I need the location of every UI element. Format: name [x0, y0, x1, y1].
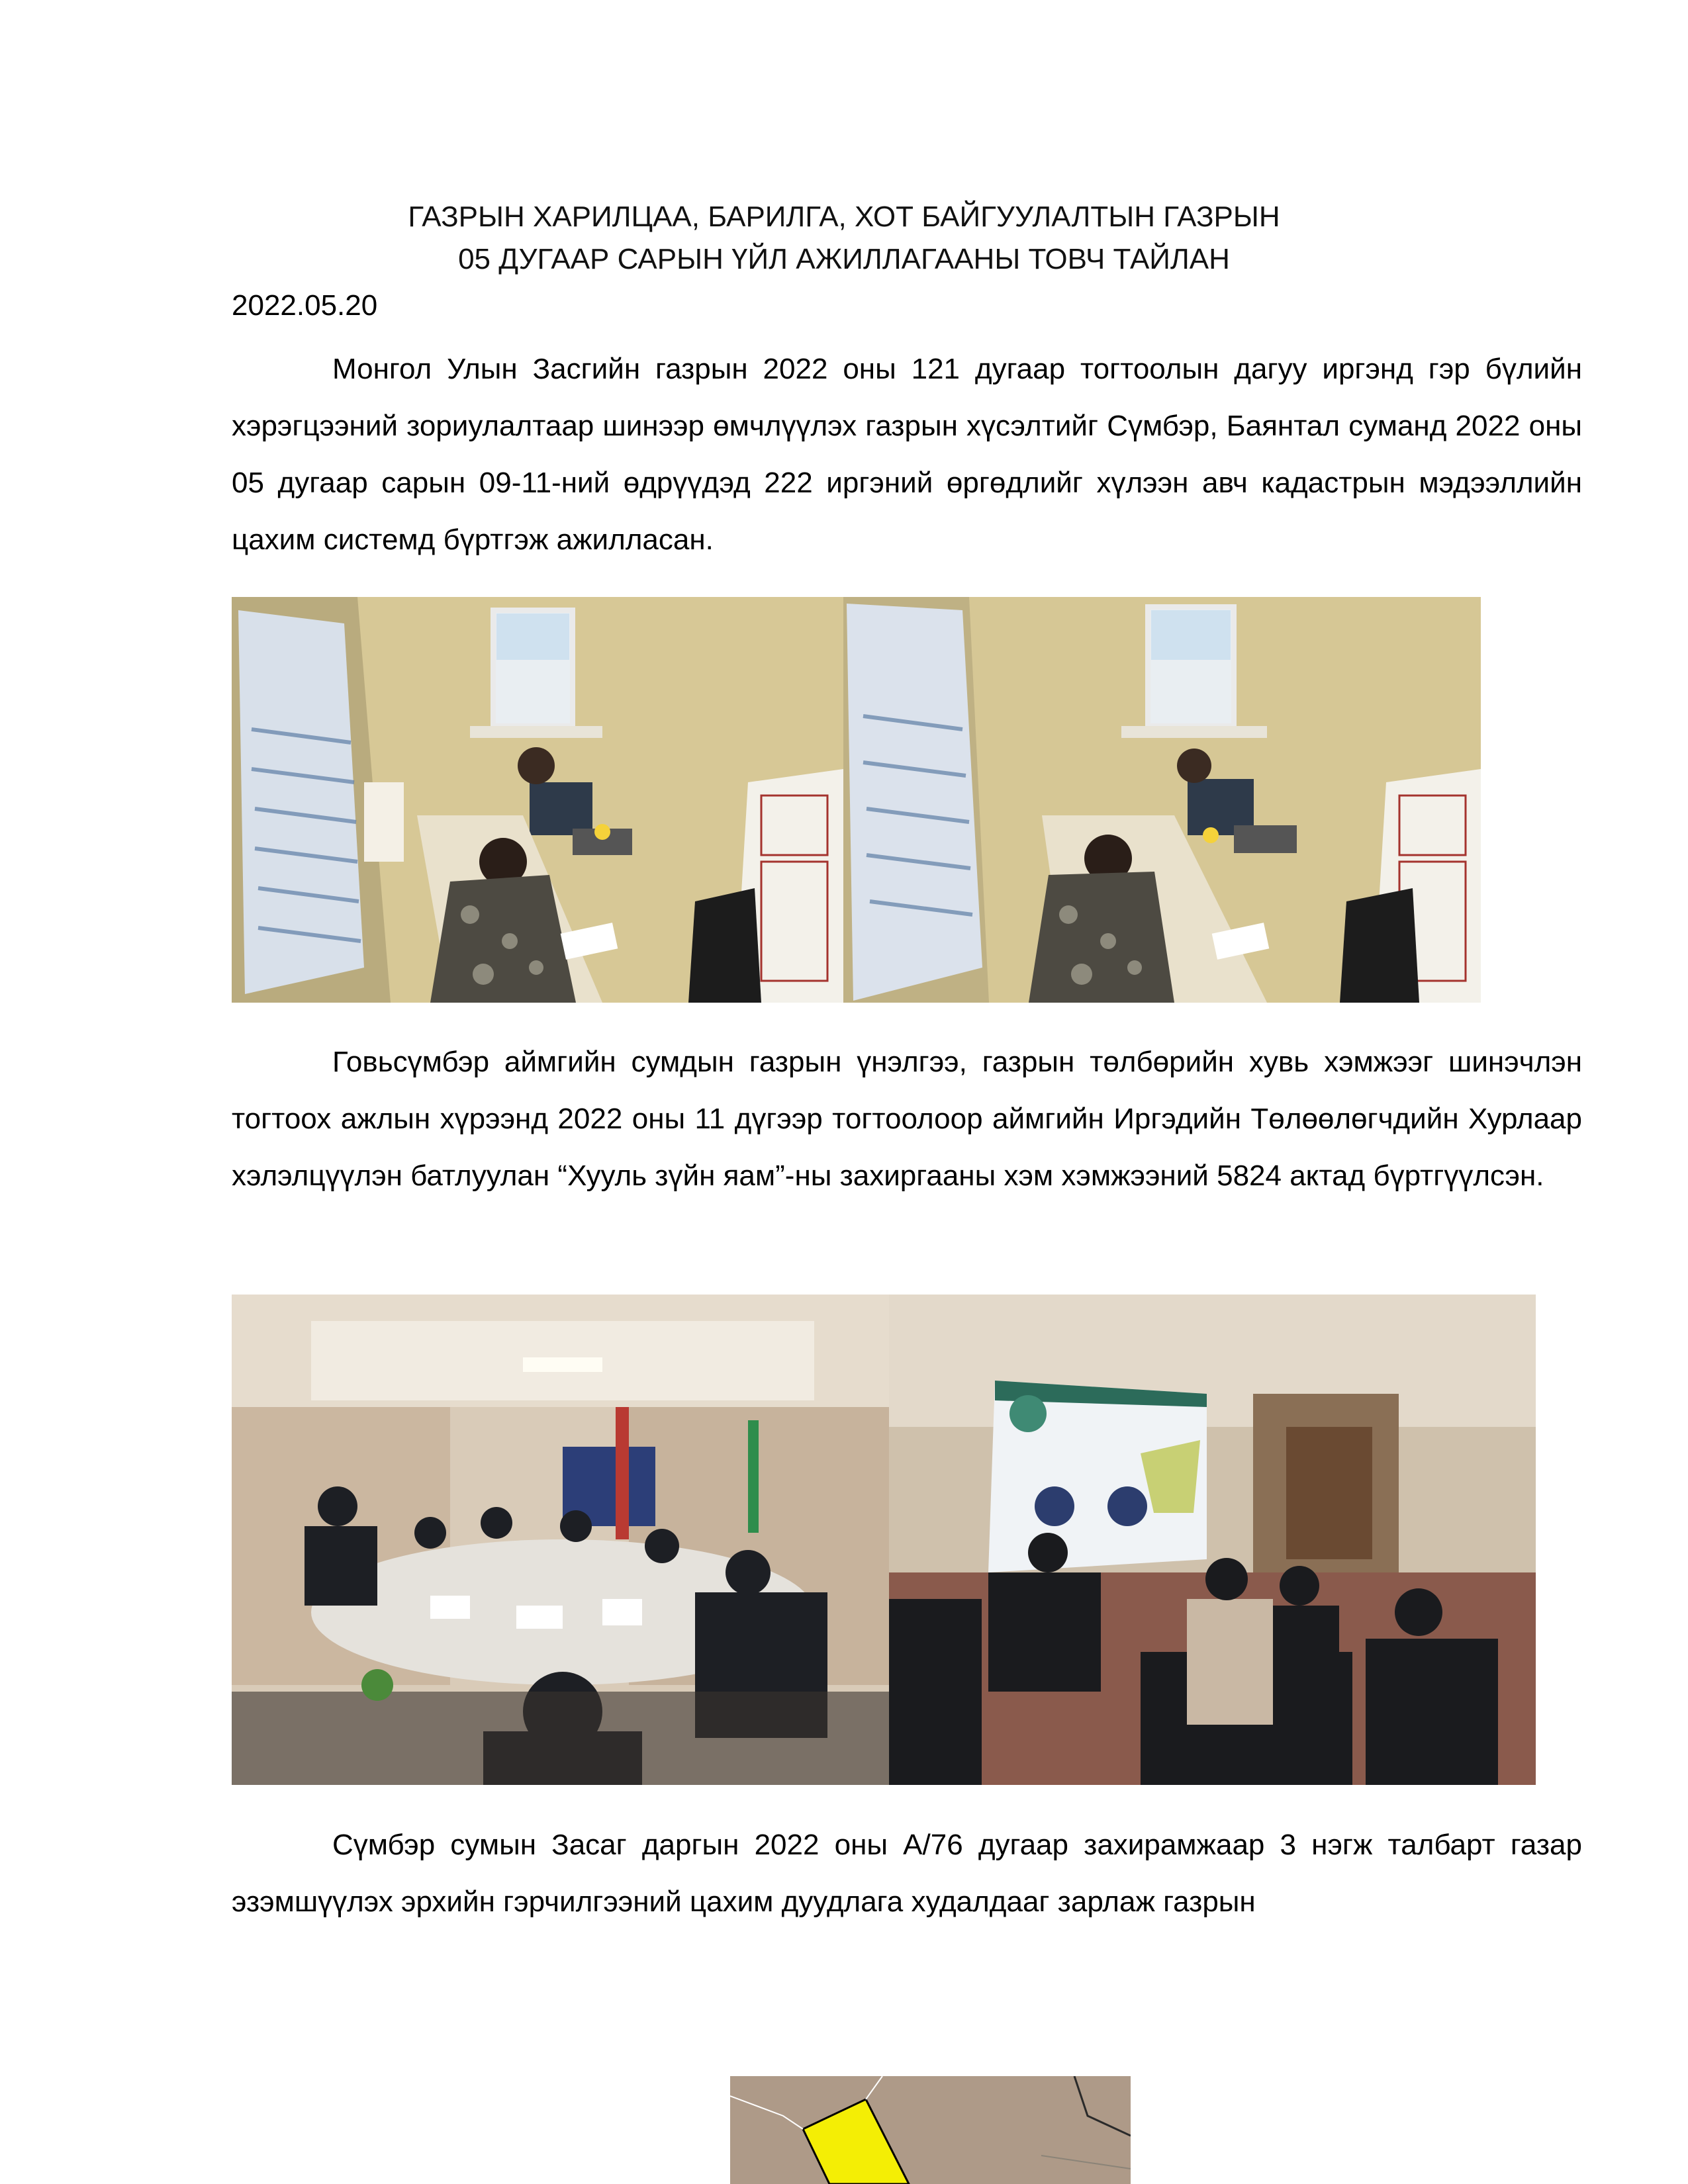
paragraph-auction-order: Сүмбэр сумын Засаг даргын 2022 оны А/76 дугаар захирамжаар 3 нэгж талбарт газар эзэмшүүлэх эрхийн гэрчилгээний цахим дуудлага худалдааг зарлаж газрын [232, 1829, 1582, 1918]
meeting-photo-left [232, 1295, 889, 1785]
document-title-line2: 05 ДУГААР САРЫН ҮЙЛ АЖИЛЛАГААНЫ ТОВЧ ТАЙЛАН [458, 243, 1230, 275]
meeting-photo-right [889, 1295, 1536, 1785]
report-date: 2022.05.20 [232, 289, 378, 322]
office-photo-right [843, 597, 1481, 1003]
office-photo-left [232, 597, 843, 1003]
cadastral-map-image [730, 2076, 1131, 2184]
paragraph-citizen-land-requests: Монгол Улын Засгийн газрын 2022 оны 121 дугаар тогтоолын дагуу иргэнд гэр бүлийн хэрэгцээний зориулалтаар шинээр өмчлүүлэх газрын хүсэлтийг Сүмбэр, Баянтал суманд 2022 оны 05 дугаар сарын 09-11-ний өдрүүдэд 222 иргэний өргөдлийг хүлээн авч кадастрын мэдээллийн цахим системд бүртгэж ажилласан. [232, 353, 1582, 556]
document-title-line1: ГАЗРЫН ХАРИЛЦАА, БАРИЛГА, ХОТ БАЙГУУЛАЛТЫН ГАЗРЫН [408, 201, 1280, 233]
paragraph-land-valuation: Говьсүмбэр аймгийн сумдын газрын үнэлгээ, газрын төлбөрийн хувь хэмжээг шинэчлэн тогтоох ажлын хүрээнд 2022 оны 11 дүгээр тогтоолоор аймгийн Иргэдийн Төлөөлөгчдийн Хурлаар хэлэлцүүлэн батлуулан “Хууль зүйн яам”-ны захиргааны хэм хэмжээний 5824 актад бүртгүүлсэн. [232, 1046, 1582, 1192]
